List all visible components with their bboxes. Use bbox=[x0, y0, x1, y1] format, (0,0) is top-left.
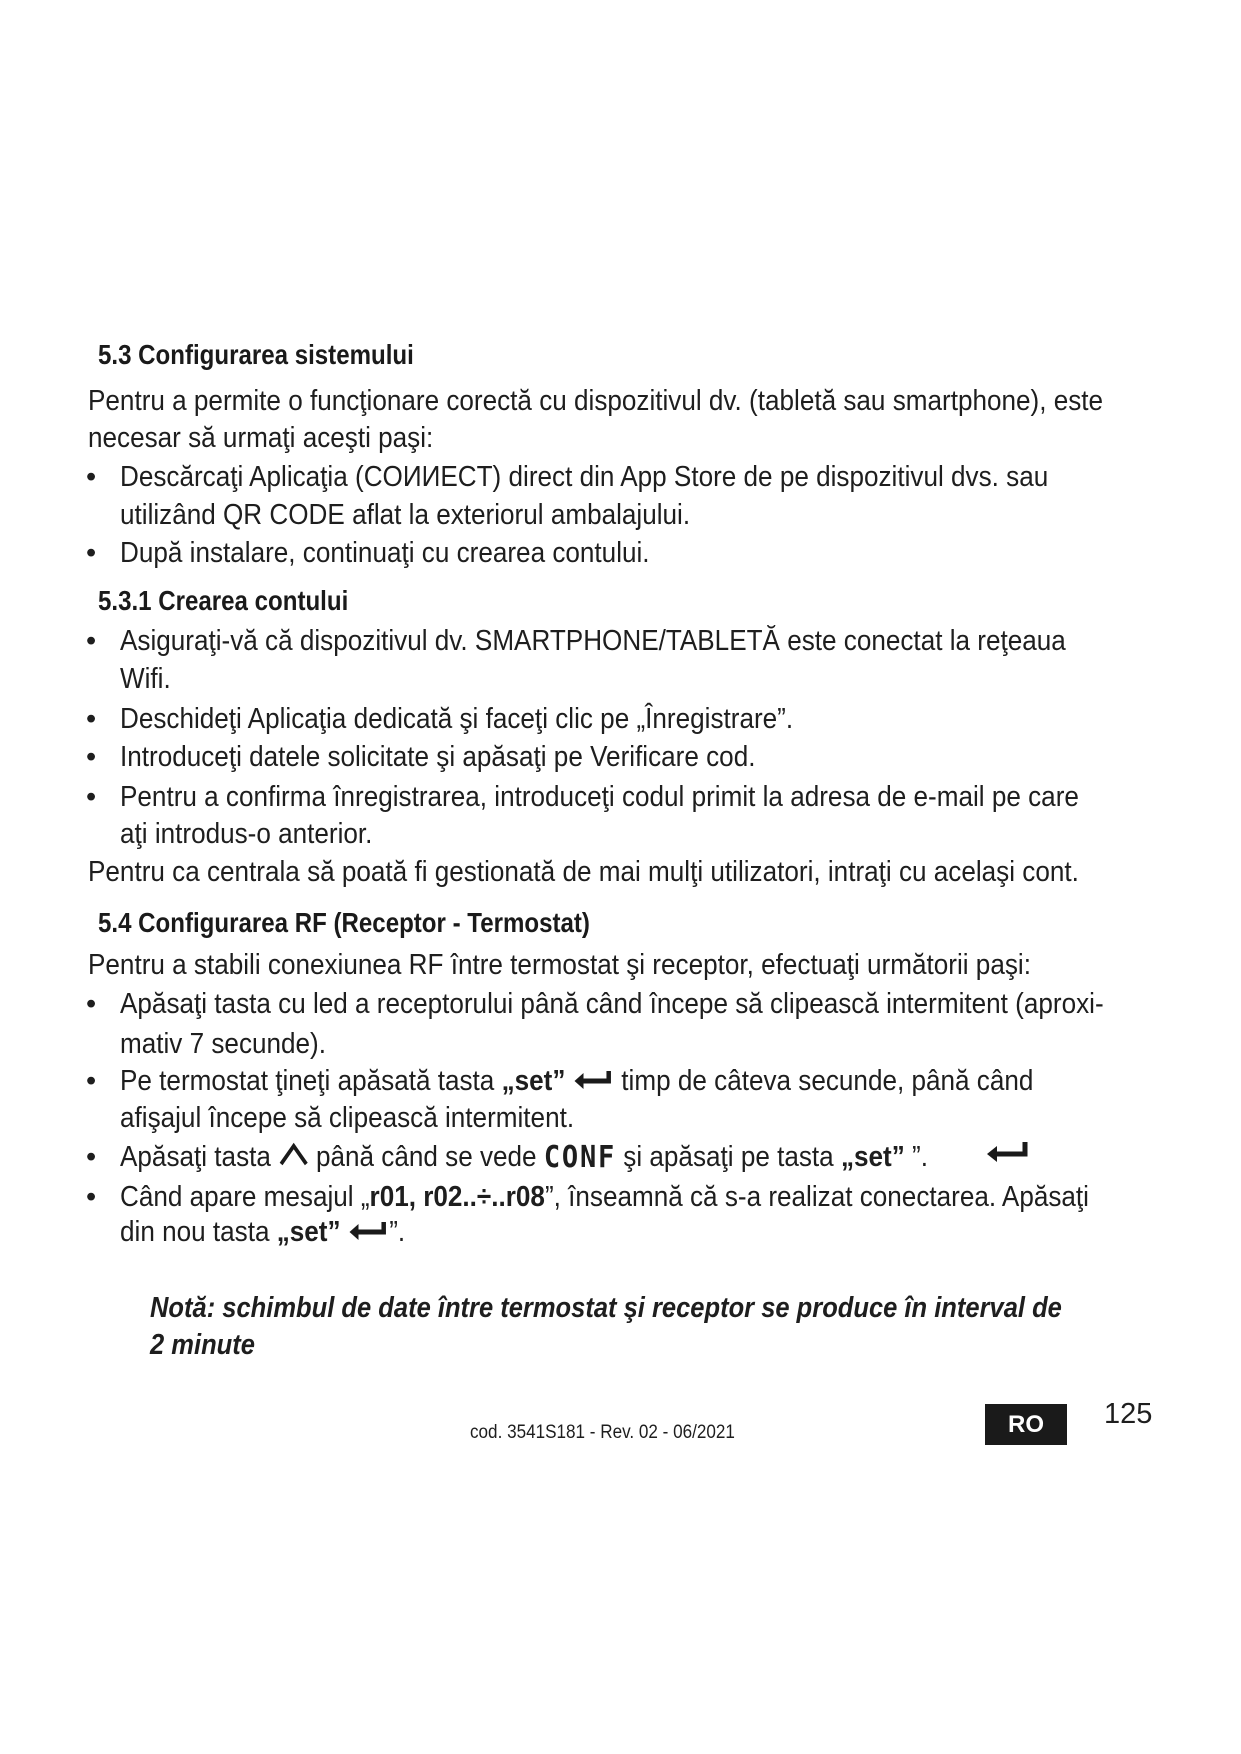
sec531-bullet3: Introduceţi datele solicitate şi apăsaţi pe Verificare cod. bbox=[120, 741, 756, 773]
section-5-3-1-title: 5.3.1 Crearea contului bbox=[98, 585, 349, 616]
sec54-intro: Pentru a stabili conexiunea RF între termostat şi receptor, efectuaţi următorii paşi: bbox=[88, 949, 1031, 981]
bullet: • bbox=[86, 625, 97, 657]
sec54-b4-l2-pre: din nou tasta bbox=[120, 1216, 277, 1248]
sec54-bullet2-line1 bbox=[120, 1062, 1033, 1101]
sec531-bullet1-line2: Wifi. bbox=[120, 663, 171, 695]
sec531-closing: Pentru ca centrala să poată fi gestionată de mai mulţi utilizatori, intraţi cu acelaşi cont. bbox=[88, 856, 1079, 888]
sec54-b3-post: şi apăsaţi pe tasta bbox=[616, 1141, 841, 1173]
bullet: • bbox=[86, 781, 97, 813]
sec54-b2-post: timp de câteva secunde, până când bbox=[614, 1065, 1034, 1097]
sec531-bullet4-line1: Pentru a confirma înregistrarea, introduceţi codul primit la adresa de e-mail pe care bbox=[120, 781, 1079, 813]
sec54-bullet1-line2: mativ 7 secunde). bbox=[120, 1028, 327, 1060]
sec54-b2-pre: Pe termostat ţineţi apăsată tasta bbox=[120, 1065, 502, 1097]
sec54-bullet1-line1: Apăsaţi tasta cu led a receptorului până când începe să clipească intermitent (aproxi- bbox=[120, 988, 1104, 1020]
sec54-b4-pre: Când apare mesajul „ bbox=[120, 1181, 370, 1213]
sec54-bullet2-line2: afişajul începe să clipească intermitent. bbox=[120, 1102, 575, 1134]
sec54-bullet4-line2 bbox=[120, 1213, 405, 1252]
set-key-label: „set” bbox=[501, 1065, 566, 1097]
page-number: 125 bbox=[1104, 1398, 1153, 1430]
sec54-b4-l2-end: ”. bbox=[389, 1216, 406, 1248]
lcd-conf-display: CONF bbox=[543, 1140, 617, 1176]
language-badge: RO bbox=[985, 1404, 1067, 1445]
bullet: • bbox=[86, 537, 97, 569]
sec53-intro-line2: necesar să urmaţi aceşti paşi: bbox=[88, 422, 434, 454]
bullet: • bbox=[86, 1065, 97, 1097]
sec54-b3-mid: până când se vede bbox=[308, 1141, 544, 1173]
up-arrow-icon bbox=[278, 1139, 309, 1177]
bullet: • bbox=[86, 741, 97, 773]
sec54-b3-pre: Apăsaţi tasta bbox=[120, 1141, 279, 1173]
set-key-label: „set” bbox=[276, 1216, 341, 1248]
sec53-intro-line1: Pentru a permite o funcţionare corectă cu dispozitivul dv. (tabletă sau smartphone), este bbox=[88, 385, 1104, 417]
sec531-bullet1-line1: Asiguraţi-vă că dispozitivul dv. SMARTPHONE/TABLETĂ este conectat la reţeaua bbox=[120, 625, 1066, 657]
sec54-b3-end: ”. bbox=[904, 1141, 928, 1173]
sec54-b4-post: ”, înseamnă că s-a realizat conectarea. Apăsaţi bbox=[544, 1181, 1089, 1213]
receiver-code: r01, r02..÷..r08 bbox=[369, 1181, 545, 1213]
sec531-bullet2: Deschideţi Aplicaţia dedicată şi faceţi clic pe „Înregistrare”. bbox=[120, 703, 794, 735]
sec53-bullet2: După instalare, continuaţi cu crearea contului. bbox=[120, 537, 650, 569]
bullet: • bbox=[86, 988, 97, 1020]
sec54-bullet4-line1 bbox=[120, 1178, 1089, 1216]
bullet: • bbox=[86, 703, 97, 735]
sec531-bullet4-line2: aţi introdus-o anterior. bbox=[120, 818, 373, 850]
section-5-3-title: 5.3 Configurarea sistemului bbox=[98, 339, 414, 370]
bullet: • bbox=[86, 461, 97, 493]
enter-arrow-icon bbox=[985, 1140, 1031, 1171]
section-5-4-title: 5.4 Configurarea RF (Receptor - Termostat) bbox=[98, 907, 590, 938]
sec54-bullet3 bbox=[120, 1138, 928, 1177]
note-line1: Notă: schimbul de date între termostat şi receptor se produce în interval de bbox=[150, 1292, 1062, 1324]
enter-arrow-icon bbox=[573, 1063, 614, 1101]
note-line2: 2 minute bbox=[150, 1329, 255, 1361]
sec53-bullet1-line2: utilizând QR CODE aflat la exteriorul ambalajului. bbox=[120, 499, 691, 531]
set-key-label: „set” bbox=[840, 1141, 905, 1173]
document-code: cod. 3541S181 - Rev. 02 - 06/2021 bbox=[470, 1422, 735, 1443]
enter-arrow-icon bbox=[348, 1214, 389, 1252]
sec53-bullet1-line1: Descărcaţi Aplicaţia (COИИECT) direct din App Store de pe dispozitivul dvs. sau bbox=[120, 461, 1049, 493]
bullet: • bbox=[86, 1141, 97, 1173]
bullet: • bbox=[86, 1181, 97, 1213]
